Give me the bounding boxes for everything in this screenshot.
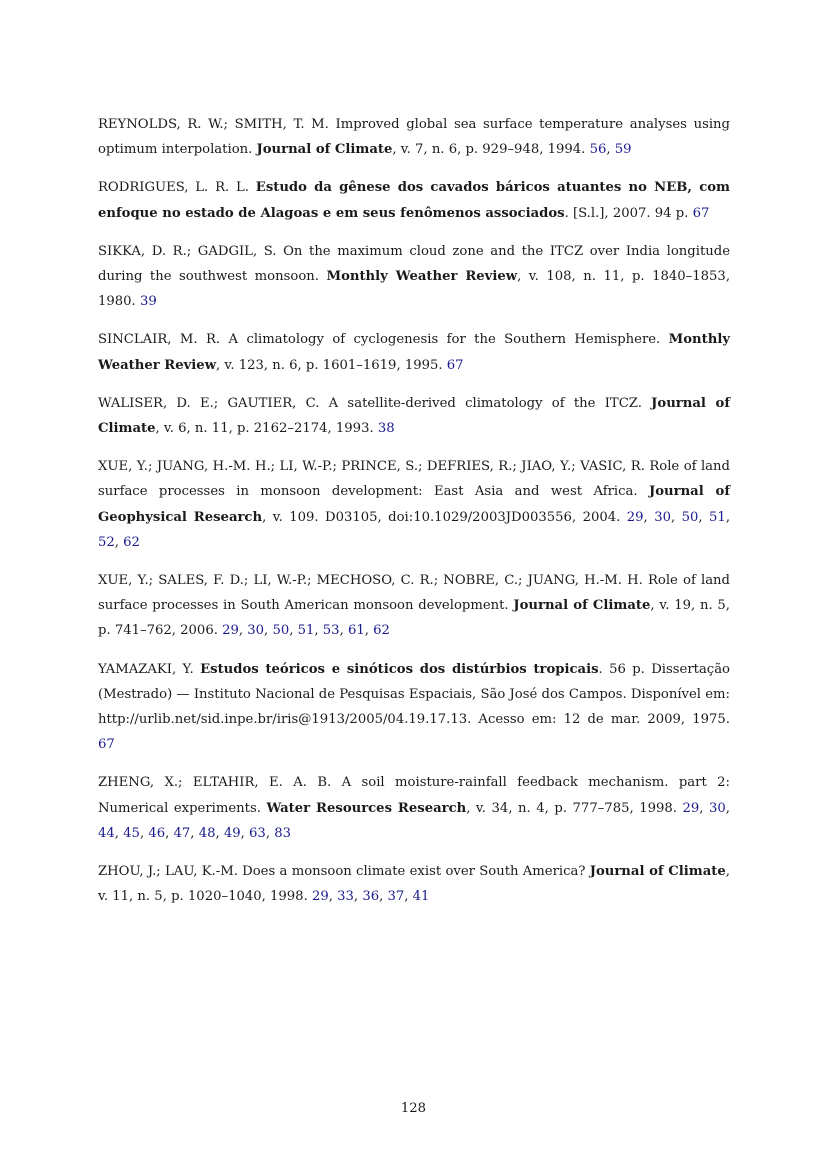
back-reference-link[interactable]: 52 bbox=[98, 534, 115, 550]
reference-source: Monthly Weather Review bbox=[326, 269, 518, 285]
reference-details: , v. 7, n. 6, p. 929–948, 1994. bbox=[392, 142, 590, 158]
reference-source: Estudos teóricos e sinóticos dos distúrbios tropicais bbox=[200, 661, 599, 677]
back-reference-link[interactable]: 51 bbox=[297, 623, 315, 639]
back-reference-link[interactable]: 30 bbox=[654, 509, 671, 525]
back-reference-link[interactable]: 53 bbox=[322, 623, 340, 639]
back-reference-pages bbox=[447, 358, 464, 373]
back-reference-pages: 56, 59 bbox=[589, 142, 632, 158]
back-reference-link[interactable]: 39 bbox=[139, 294, 157, 310]
reference-source: Journal of Geophysical Research bbox=[98, 484, 730, 525]
back-reference-link[interactable]: 29 bbox=[682, 800, 700, 816]
back-reference-pages: 29, 33, 36, 37, 41 bbox=[311, 889, 430, 905]
back-reference-link[interactable]: 38 bbox=[377, 421, 395, 437]
back-reference-link[interactable]: 46 bbox=[148, 825, 166, 841]
reference-entry bbox=[98, 391, 730, 441]
back-reference-link[interactable]: 29 bbox=[626, 509, 644, 525]
back-reference-link[interactable]: 44 bbox=[98, 825, 115, 841]
back-reference-link[interactable]: 41 bbox=[412, 889, 430, 905]
back-reference-pages bbox=[693, 206, 710, 221]
reference-authors-title: REYNOLDS, R. W.; SMITH, T. M. Improved global sea surface temperature analyses using optimum interpolation. bbox=[98, 117, 730, 158]
reference-details: , v. 109. D03105, doi:10.1029/2003JD003556, 2004. bbox=[262, 509, 627, 525]
reference-entry bbox=[98, 770, 730, 846]
reference-authors-title: ZHENG, X.; ELTAHIR, E. A. B. A soil moisture-rainfall feedback mechanism. part 2: Numerical experiments. bbox=[98, 775, 730, 816]
back-reference-link[interactable]: 59 bbox=[614, 142, 632, 158]
reference-entry bbox=[98, 859, 730, 909]
reference-entry bbox=[98, 568, 730, 644]
reference-details: , v. 11, n. 5, p. 1020–1040, 1998. bbox=[98, 864, 730, 905]
reference-authors-title: XUE, Y.; JUANG, H.-M. H.; LI, W.-P.; PRINCE, S.; DEFRIES, R.; JIAO, Y.; VASIC, R. Role of land surface processes in monsoon development: East Asia and west Africa. bbox=[98, 459, 730, 500]
back-reference-link[interactable]: 45 bbox=[123, 825, 140, 841]
back-reference-link[interactable]: 67 bbox=[98, 737, 115, 753]
reference-authors-title: XUE, Y.; SALES, F. D.; LI, W.-P.; MECHOSO, C. R.; NOBRE, C.; JUANG, H.-M. H. Role of land surface processes in South American monsoon development. bbox=[98, 573, 730, 614]
back-reference-link[interactable]: 67 bbox=[446, 357, 464, 373]
back-reference-link[interactable]: 50 bbox=[681, 509, 699, 525]
reference-source: Journal of Climate bbox=[513, 598, 651, 614]
page-number: 128 bbox=[400, 1101, 427, 1116]
back-reference-link[interactable]: 51 bbox=[709, 509, 726, 525]
back-reference-link[interactable]: 56 bbox=[589, 142, 607, 158]
back-reference-link[interactable]: 62 bbox=[123, 534, 140, 550]
reference-source: Monthly Weather Review bbox=[98, 332, 730, 373]
reference-entry bbox=[98, 175, 730, 225]
back-reference-pages bbox=[98, 737, 115, 752]
reference-source: Journal of Climate bbox=[256, 142, 393, 158]
reference-authors-title: SIKKA, D. R.; GADGIL, S. On the maximum cloud zone and the ITCZ over India longitude during the southwest monsoon. bbox=[98, 243, 730, 285]
back-reference-pages: 29, 30, 50, 51, 53, 61, 62 bbox=[222, 623, 390, 639]
reference-authors-title: WALISER, D. E.; GAUTIER, C. A satellite-derived climatology of the ITCZ. bbox=[98, 395, 652, 411]
back-reference-link[interactable]: 29 bbox=[311, 889, 329, 905]
reference-entry bbox=[98, 657, 730, 758]
reference-details: , v. 123, n. 6, p. 1601–1619, 1995. bbox=[216, 357, 447, 373]
back-reference-link[interactable]: 30 bbox=[247, 623, 265, 639]
reference-entry bbox=[98, 327, 730, 377]
back-reference-pages bbox=[378, 421, 395, 436]
reference-details: , v. 6, n. 11, p. 2162–2174, 1993. bbox=[155, 421, 378, 437]
reference-authors-title: YAMAZAKI, Y. bbox=[98, 661, 201, 677]
back-reference-link[interactable]: 29 bbox=[222, 623, 239, 639]
back-reference-link[interactable]: 36 bbox=[362, 889, 380, 905]
back-reference-link[interactable]: 49 bbox=[223, 825, 241, 841]
reference-source: Estudo da gênese dos cavados báricos atuantes no NEB, com enfoque no estado de Alagoas e em seus fenômenos associados bbox=[98, 180, 730, 221]
reference-authors-title: SINCLAIR, M. R. A climatology of cyclogenesis for the Southern Hemisphere. bbox=[98, 332, 669, 348]
back-reference-link[interactable]: 83 bbox=[274, 825, 291, 841]
reference-authors-title: RODRIGUES, L. R. L. bbox=[98, 180, 256, 196]
reference-details: , v. 19, n. 5, p. 741–762, 2006. bbox=[98, 598, 730, 639]
back-reference-pages: 29, 30, 50, 51, 52, 62 bbox=[98, 509, 731, 550]
back-reference-link[interactable]: 67 bbox=[692, 205, 710, 221]
back-reference-link[interactable]: 30 bbox=[709, 800, 726, 816]
back-reference-link[interactable]: 50 bbox=[272, 623, 290, 639]
back-reference-link[interactable]: 33 bbox=[337, 889, 354, 905]
reference-entry bbox=[98, 454, 730, 555]
back-reference-pages: 29, 30, 44, 45, 46, 47, 48, 49, 63, 83 bbox=[98, 800, 730, 841]
back-reference-link[interactable]: 37 bbox=[387, 889, 405, 905]
reference-entry bbox=[98, 239, 730, 315]
reference-details: . 56 p. Dissertação (Mestrado) — Instituto Nacional de Pesquisas Espaciais, São José dos Campos. Disponível em: http://urlib.net/sid.inpe.br/iris@1913/2005/04.19.17.13. Acesso em: 12 de mar. 2009, 1975. bbox=[98, 661, 730, 728]
reference-entry bbox=[98, 112, 730, 162]
back-reference-link[interactable]: 47 bbox=[173, 825, 191, 841]
back-reference-link[interactable]: 63 bbox=[249, 825, 266, 841]
reference-source: Journal of Climate bbox=[589, 864, 726, 880]
reference-list bbox=[98, 112, 730, 922]
back-reference-link[interactable]: 48 bbox=[198, 825, 216, 841]
reference-authors-title: ZHOU, J.; LAU, K.-M. Does a monsoon climate exist over South America? bbox=[98, 864, 590, 880]
reference-source: Water Resources Research bbox=[266, 800, 467, 816]
reference-source: Journal of Climate bbox=[98, 395, 730, 437]
reference-details: , v. 34, n. 4, p. 777–785, 1998. bbox=[466, 800, 683, 816]
back-reference-link[interactable]: 61 bbox=[347, 623, 365, 639]
back-reference-pages bbox=[140, 294, 157, 309]
reference-details: . [S.l.], 2007. 94 p. bbox=[564, 205, 693, 221]
back-reference-link[interactable]: 62 bbox=[373, 623, 390, 639]
reference-details: , v. 108, n. 11, p. 1840–1853, 1980. bbox=[98, 269, 731, 310]
